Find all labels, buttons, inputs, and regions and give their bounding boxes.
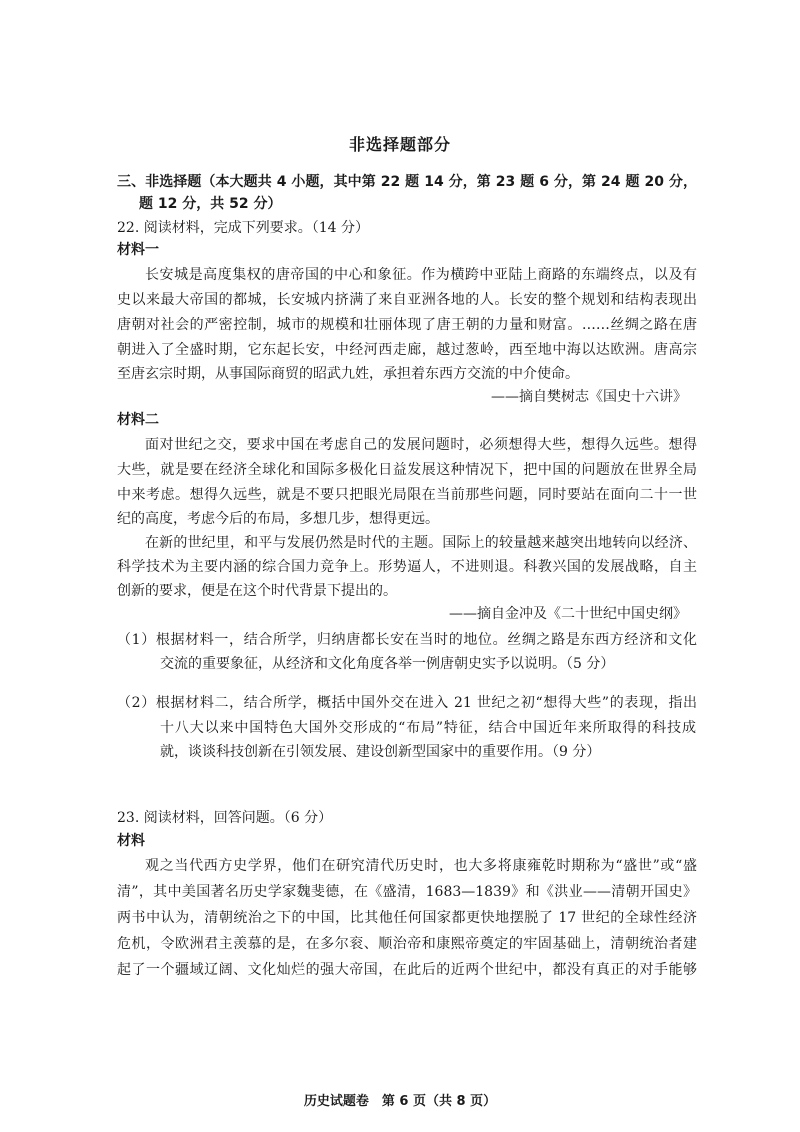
q22-sub2-line1: （2）根据材料二，结合所学，概括中国外交在进入 21 世纪之初“想得大些”的表现，指出 xyxy=(117,695,697,711)
q22-material2-line: 科学技术为主要内涵的综合国力竞争上。形势逼人，不进则退。科教兴国的发展战略，自主 xyxy=(117,559,697,575)
q22-material1-line: 朝进入了全盛时期，它东起长安，中经河西走廊，越过葱岭，西至地中海以达欧洲。唐高宗 xyxy=(117,342,697,358)
q22-sub2-line3: 就，谈谈科技创新在引领发展、建设创新型国家中的重要作用。（9 分） xyxy=(160,744,601,760)
q22-material1-label: 材料一 xyxy=(117,242,159,258)
q23-material-line: 起了一个疆域辽阔、文化灿烂的强大帝国，在此后的近两个世纪中，都没有真正的对手能够 xyxy=(117,962,697,978)
q23-material-line: 危机，令欧洲君主羡慕的是，在多尔衮、顺治帝和康熙帝奠定的牢固基础上，清朝统治者建 xyxy=(117,936,697,952)
q22-material2-line: 面对世纪之交，要求中国在考虑自己的发展问题时，必须想得大些，想得久远些。想得 xyxy=(145,437,697,453)
q23-material-line: 两书中认为，清朝统治之下的中国，比其他任何国家都更快地摆脱了 17 世纪的全球性经济 xyxy=(117,910,697,926)
q22-material2-line: 大些，就是要在经济全球化和国际多极化日益发展这种情况下，把中国的问题放在世界全局 xyxy=(117,462,697,478)
q22-material2-line: 创新的要求，便是在这个时代背景下提出的。 xyxy=(117,583,397,599)
page-footer: 历史试题卷 第 6 页（共 8 页） xyxy=(303,1094,497,1109)
q22-material1-line: 唐朝对社会的严密控制，城市的规模和壮丽体现了唐王朝的力量和财富。……丝绸之路在唐 xyxy=(117,317,697,333)
q22-material2-label: 材料二 xyxy=(117,412,159,428)
q23-material-line: 清”，其中美国著名历史学家魏斐德，在《盛清，1683—1839》和《洪业——清朝开国史》 xyxy=(117,884,697,900)
section-title: 非选择题部分 xyxy=(348,135,451,154)
q22-sub1-line1: （1）根据材料一，结合所学，归纳唐都长安在当时的地位。丝绸之路是东西方经济和文化 xyxy=(117,632,697,648)
q22-prompt: 22. 阅读材料，完成下列要求。（14 分） xyxy=(117,220,369,236)
q22-material2-line: 在新的世纪里，和平与发展仍然是时代的主题。国际上的较量越来越突出地转向以经济、 xyxy=(145,535,697,551)
q22-material1-source: ——摘自樊树志《国史十六讲》 xyxy=(491,389,687,405)
q23-material-line: 观之当代西方史学界，他们在研究清代历史时，也大多将康雍乾时期称为“盛世”或“盛 xyxy=(145,858,697,874)
part-heading-line2: 题 12 分，共 52 分） xyxy=(139,196,282,212)
part-heading-line1: 三、非选择题（本大题共 4 小题，其中第 22 题 14 分，第 23 题 6 分，第 24 题 20 分， xyxy=(117,174,697,190)
q22-material1-line: 至唐玄宗时期，从事国际商贸的昭武九姓，承担着东西方交流的中介使命。 xyxy=(117,366,579,382)
q23-material-label: 材料 xyxy=(117,833,145,849)
q22-material1-line: 史以来最大帝国的都城，长安城内挤满了来自亚洲各地的人。长安的整个规划和结构表现出 xyxy=(117,292,697,308)
q22-material2-line: 中来考虑。想得久远些，就是不要只把眼光局限在当前那些问题，同时要站在面向二十一世 xyxy=(117,487,697,503)
q22-material2-line: 纪的高度，考虑今后的布局，多想几步，想得更远。 xyxy=(117,511,439,527)
q22-material2-source: ——摘自金冲及《二十世纪中国史纲》 xyxy=(449,606,687,622)
q22-sub2-line2: 十八大以来中国特色大国外交形成的“布局”特征，结合中国近年来所取得的科技成 xyxy=(160,720,696,736)
q22-sub1-line2: 交流的重要象征，从经济和文化角度各举一例唐朝史实予以说明。（5 分） xyxy=(160,656,615,672)
q23-prompt: 23. 阅读材料，回答问题。（6 分） xyxy=(117,810,333,826)
q22-material1-line: 长安城是高度集权的唐帝国的中心和象征。作为横跨中亚陆上商路的东端终点，以及有 xyxy=(145,267,697,283)
